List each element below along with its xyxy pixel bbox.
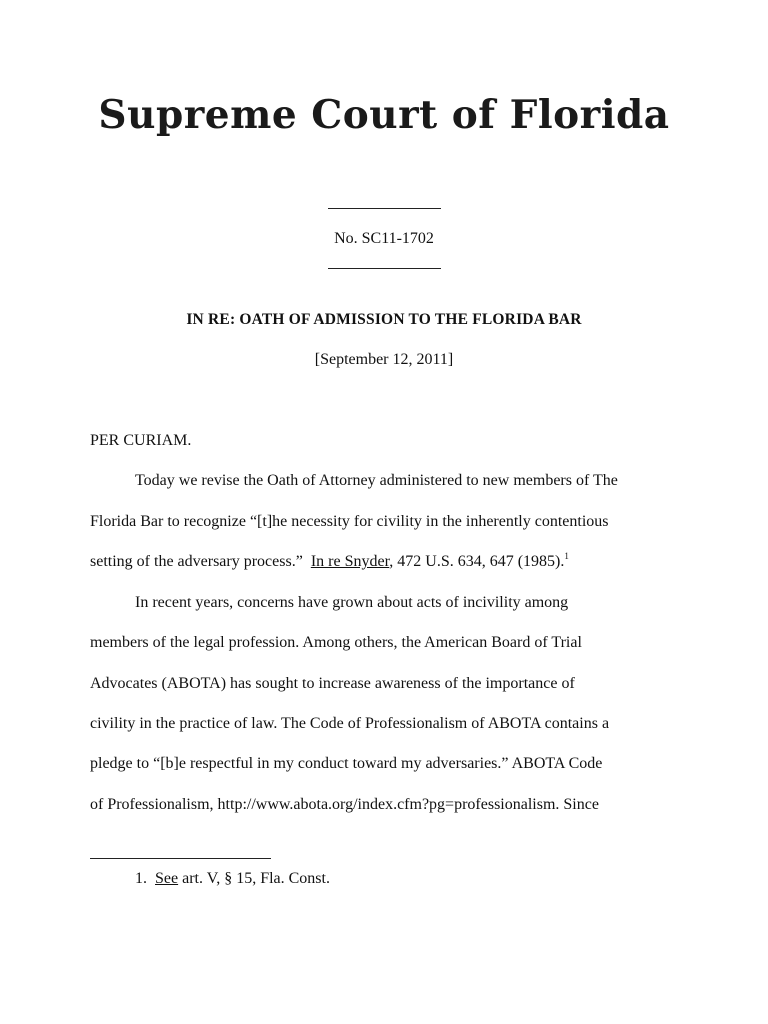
case-caption: IN RE: OATH OF ADMISSION TO THE FLORIDA BAR xyxy=(186,311,582,328)
footnote-1 xyxy=(135,870,330,888)
paragraph-1-line-2: Florida Bar to recognize “[t]he necessity for civility in the inherently contentious xyxy=(90,513,609,530)
footnote-text: art. V, § 15, Fla. Const. xyxy=(178,870,330,887)
footnote-reference[interactable]: 1 xyxy=(564,551,569,561)
court-title: Supreme Court of Florida xyxy=(98,92,670,138)
paragraph-2-line-6: of Professionalism, http://www.abota.org/index.cfm?pg=professionalism. Since xyxy=(90,796,599,813)
case-number: No. SC11-1702 xyxy=(334,230,434,247)
paragraph-2-line-2: members of the legal profession. Among others, the American Board of Trial xyxy=(90,634,582,651)
paragraph-2-line-4: civility in the practice of law. The Code of Professionalism of ABOTA contains a xyxy=(90,715,610,732)
footnote-number: 1. xyxy=(135,870,147,887)
footnote-divider xyxy=(90,858,271,859)
paragraph-1-line-3-text: setting of the adversary process.” xyxy=(90,553,311,570)
paragraph-2-line-1: In recent years, concerns have grown about acts of incivility among xyxy=(135,594,569,611)
citation-reporter: , 472 U.S. 634, 647 (1985). xyxy=(389,553,565,570)
divider-top xyxy=(328,208,441,209)
divider-bottom xyxy=(328,268,441,269)
footnote-signal: See xyxy=(155,870,179,887)
paragraph-1-line-3 xyxy=(90,553,569,571)
paragraph-2-line-3: Advocates (ABOTA) has sought to increase awareness of the importance of xyxy=(90,675,575,692)
decision-date: [September 12, 2011] xyxy=(314,351,454,368)
paragraph-1-line-1: Today we revise the Oath of Attorney administered to new members of The xyxy=(135,472,618,489)
citation-in-re-snyder: In re Snyder xyxy=(310,553,390,570)
paragraph-2-line-5: pledge to “[b]e respectful in my conduct toward my adversaries.” ABOTA Code xyxy=(90,755,603,772)
per-curiam: PER CURIAM. xyxy=(90,432,192,449)
